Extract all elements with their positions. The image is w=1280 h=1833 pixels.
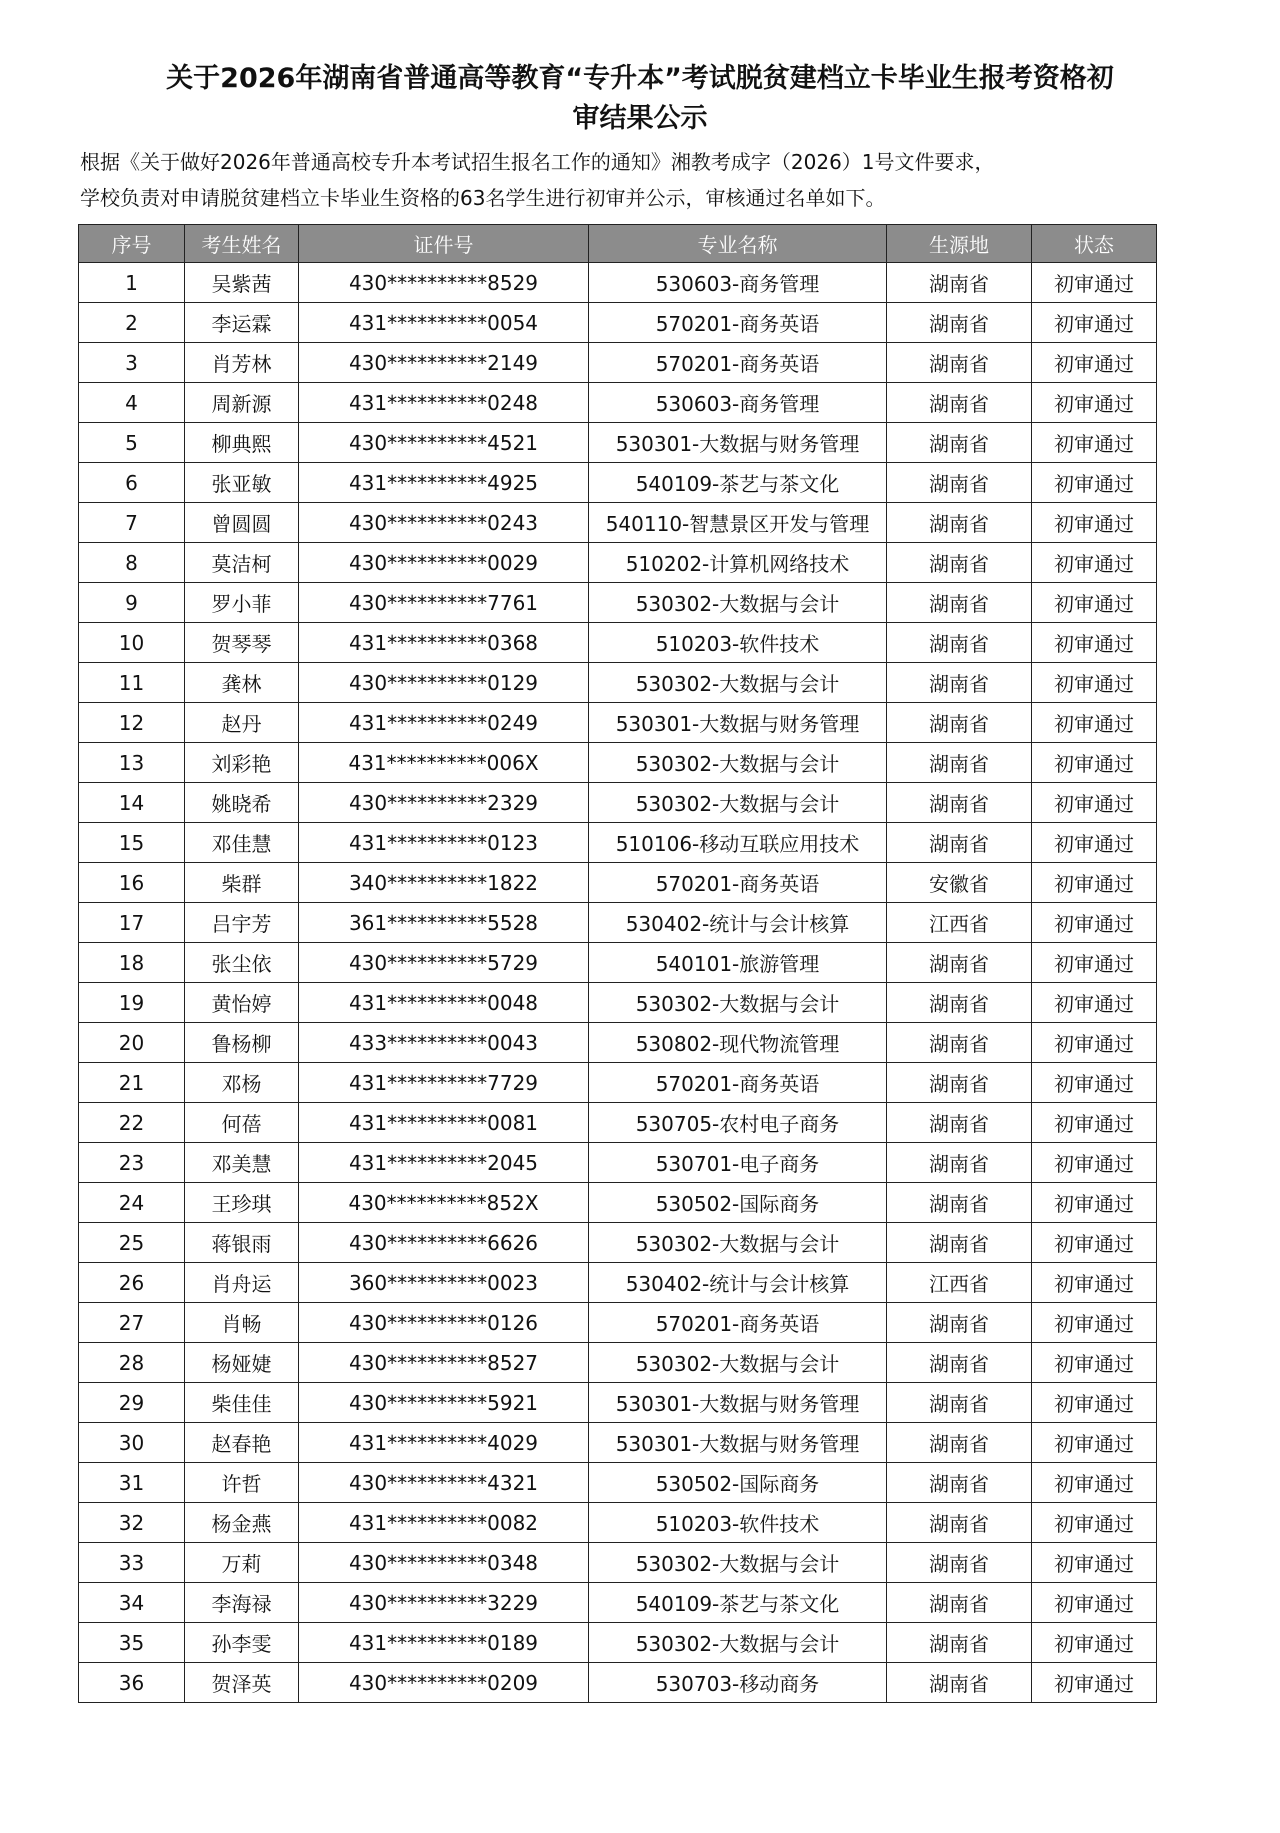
cell-origin: 湖南省 xyxy=(887,503,1032,543)
cell-id-number: 431**********0248 xyxy=(299,383,589,423)
cell-status: 初审通过 xyxy=(1032,543,1157,583)
cell-origin: 湖南省 xyxy=(887,1383,1032,1423)
cell-id-number: 431**********0368 xyxy=(299,623,589,663)
cell-origin: 湖南省 xyxy=(887,1023,1032,1063)
cell-origin: 湖南省 xyxy=(887,1423,1032,1463)
cell-id-number: 433**********0043 xyxy=(299,1023,589,1063)
cell-major: 530301-大数据与财务管理 xyxy=(589,1383,887,1423)
cell-serial: 24 xyxy=(79,1183,185,1223)
cell-serial: 3 xyxy=(79,343,185,383)
cell-origin: 湖南省 xyxy=(887,823,1032,863)
cell-major: 570201-商务英语 xyxy=(589,343,887,383)
cell-name: 蒋银雨 xyxy=(185,1223,299,1263)
cell-status: 初审通过 xyxy=(1032,1503,1157,1543)
cell-status: 初审通过 xyxy=(1032,583,1157,623)
cell-serial: 36 xyxy=(79,1663,185,1703)
cell-major: 530301-大数据与财务管理 xyxy=(589,1423,887,1463)
cell-origin: 湖南省 xyxy=(887,743,1032,783)
cell-id-number: 431**********4925 xyxy=(299,463,589,503)
cell-origin: 安徽省 xyxy=(887,863,1032,903)
table-row xyxy=(79,383,1157,423)
table-row xyxy=(79,343,1157,383)
cell-name: 张亚敏 xyxy=(185,463,299,503)
cell-major: 540109-茶艺与茶文化 xyxy=(589,1583,887,1623)
cell-status: 初审通过 xyxy=(1032,903,1157,943)
header-origin: 生源地 xyxy=(887,225,1032,263)
cell-name: 何蓓 xyxy=(185,1103,299,1143)
cell-id-number: 431**********0249 xyxy=(299,703,589,743)
cell-id-number: 431**********4029 xyxy=(299,1423,589,1463)
cell-major: 530603-商务管理 xyxy=(589,263,887,303)
cell-name: 莫洁柯 xyxy=(185,543,299,583)
cell-major: 570201-商务英语 xyxy=(589,863,887,903)
cell-id-number: 430**********4321 xyxy=(299,1463,589,1503)
cell-origin: 湖南省 xyxy=(887,1623,1032,1663)
cell-major: 510203-软件技术 xyxy=(589,1503,887,1543)
header-serial: 序号 xyxy=(79,225,185,263)
cell-major: 570201-商务英语 xyxy=(589,1063,887,1103)
cell-status: 初审通过 xyxy=(1032,1663,1157,1703)
table-row xyxy=(79,983,1157,1023)
cell-major: 530302-大数据与会计 xyxy=(589,783,887,823)
cell-id-number: 360**********0023 xyxy=(299,1263,589,1303)
table-row xyxy=(79,263,1157,303)
cell-id-number: 431**********0123 xyxy=(299,823,589,863)
cell-name: 吕宇芳 xyxy=(185,903,299,943)
cell-major: 510106-移动互联应用技术 xyxy=(589,823,887,863)
cell-id-number: 430**********0348 xyxy=(299,1543,589,1583)
table-row xyxy=(79,1103,1157,1143)
cell-serial: 32 xyxy=(79,1503,185,1543)
cell-origin: 湖南省 xyxy=(887,383,1032,423)
cell-serial: 11 xyxy=(79,663,185,703)
cell-name: 贺琴琴 xyxy=(185,623,299,663)
cell-major: 530705-农村电子商务 xyxy=(589,1103,887,1143)
cell-id-number: 431**********006X xyxy=(299,743,589,783)
table-row xyxy=(79,543,1157,583)
table-row xyxy=(79,1463,1157,1503)
table-row xyxy=(79,703,1157,743)
table-row xyxy=(79,663,1157,703)
cell-origin: 湖南省 xyxy=(887,623,1032,663)
cell-name: 杨娅婕 xyxy=(185,1343,299,1383)
cell-id-number: 430**********8529 xyxy=(299,263,589,303)
cell-id-number: 340**********1822 xyxy=(299,863,589,903)
cell-name: 邓杨 xyxy=(185,1063,299,1103)
cell-serial: 12 xyxy=(79,703,185,743)
cell-serial: 18 xyxy=(79,943,185,983)
cell-status: 初审通过 xyxy=(1032,1103,1157,1143)
cell-serial: 7 xyxy=(79,503,185,543)
cell-serial: 26 xyxy=(79,1263,185,1303)
cell-status: 初审通过 xyxy=(1032,743,1157,783)
cell-major: 570201-商务英语 xyxy=(589,1303,887,1343)
table-row xyxy=(79,1543,1157,1583)
cell-name: 杨金燕 xyxy=(185,1503,299,1543)
cell-origin: 湖南省 xyxy=(887,663,1032,703)
cell-name: 邓佳慧 xyxy=(185,823,299,863)
cell-serial: 2 xyxy=(79,303,185,343)
cell-major: 530402-统计与会计核算 xyxy=(589,903,887,943)
cell-major: 530301-大数据与财务管理 xyxy=(589,703,887,743)
cell-id-number: 431**********0081 xyxy=(299,1103,589,1143)
header-status: 状态 xyxy=(1032,225,1157,263)
cell-origin: 湖南省 xyxy=(887,1223,1032,1263)
cell-serial: 16 xyxy=(79,863,185,903)
cell-serial: 17 xyxy=(79,903,185,943)
cell-name: 吴紫茜 xyxy=(185,263,299,303)
cell-origin: 湖南省 xyxy=(887,1183,1032,1223)
cell-id-number: 431**********7729 xyxy=(299,1063,589,1103)
cell-origin: 湖南省 xyxy=(887,1663,1032,1703)
table-row xyxy=(79,863,1157,903)
cell-status: 初审通过 xyxy=(1032,383,1157,423)
cell-major: 530302-大数据与会计 xyxy=(589,743,887,783)
table-row xyxy=(79,943,1157,983)
cell-id-number: 430**********8527 xyxy=(299,1343,589,1383)
cell-id-number: 430**********5921 xyxy=(299,1383,589,1423)
cell-name: 肖芳林 xyxy=(185,343,299,383)
cell-status: 初审通过 xyxy=(1032,1383,1157,1423)
cell-major: 530802-现代物流管理 xyxy=(589,1023,887,1063)
cell-name: 龚林 xyxy=(185,663,299,703)
cell-origin: 湖南省 xyxy=(887,1103,1032,1143)
document-title-line-2: 审结果公示 xyxy=(572,103,708,134)
cell-major: 530302-大数据与会计 xyxy=(589,1343,887,1383)
cell-status: 初审通过 xyxy=(1032,303,1157,343)
cell-status: 初审通过 xyxy=(1032,1023,1157,1063)
cell-status: 初审通过 xyxy=(1032,1423,1157,1463)
cell-name: 许哲 xyxy=(185,1463,299,1503)
cell-major: 530302-大数据与会计 xyxy=(589,583,887,623)
table-row xyxy=(79,1263,1157,1303)
cell-name: 柴群 xyxy=(185,863,299,903)
cell-serial: 14 xyxy=(79,783,185,823)
cell-origin: 湖南省 xyxy=(887,1343,1032,1383)
cell-status: 初审通过 xyxy=(1032,1143,1157,1183)
cell-origin: 湖南省 xyxy=(887,423,1032,463)
table-row xyxy=(79,1503,1157,1543)
cell-status: 初审通过 xyxy=(1032,703,1157,743)
cell-origin: 湖南省 xyxy=(887,1303,1032,1343)
cell-id-number: 361**********5528 xyxy=(299,903,589,943)
table-row xyxy=(79,903,1157,943)
table-row xyxy=(79,303,1157,343)
table-row xyxy=(79,1423,1157,1463)
cell-id-number: 431**********0054 xyxy=(299,303,589,343)
cell-major: 530302-大数据与会计 xyxy=(589,1543,887,1583)
cell-id-number: 431**********0082 xyxy=(299,1503,589,1543)
cell-id-number: 430**********0243 xyxy=(299,503,589,543)
table-row xyxy=(79,823,1157,863)
cell-origin: 湖南省 xyxy=(887,343,1032,383)
cell-status: 初审通过 xyxy=(1032,983,1157,1023)
cell-id-number: 430**********0126 xyxy=(299,1303,589,1343)
cell-origin: 湖南省 xyxy=(887,1503,1032,1543)
cell-major: 540110-智慧景区开发与管理 xyxy=(589,503,887,543)
cell-origin: 江西省 xyxy=(887,1263,1032,1303)
cell-serial: 27 xyxy=(79,1303,185,1343)
cell-serial: 13 xyxy=(79,743,185,783)
table-row xyxy=(79,1583,1157,1623)
cell-name: 罗小菲 xyxy=(185,583,299,623)
cell-origin: 湖南省 xyxy=(887,1143,1032,1183)
cell-id-number: 430**********3229 xyxy=(299,1583,589,1623)
cell-major: 530502-国际商务 xyxy=(589,1463,887,1503)
header-id-number: 证件号 xyxy=(299,225,589,263)
cell-status: 初审通过 xyxy=(1032,1303,1157,1343)
cell-name: 王珍琪 xyxy=(185,1183,299,1223)
cell-major: 530302-大数据与会计 xyxy=(589,1623,887,1663)
cell-major: 530301-大数据与财务管理 xyxy=(589,423,887,463)
cell-name: 刘彩艳 xyxy=(185,743,299,783)
cell-id-number: 430**********5729 xyxy=(299,943,589,983)
cell-name: 肖畅 xyxy=(185,1303,299,1343)
cell-name: 贺泽英 xyxy=(185,1663,299,1703)
cell-origin: 湖南省 xyxy=(887,303,1032,343)
table-row xyxy=(79,1663,1157,1703)
cell-major: 530603-商务管理 xyxy=(589,383,887,423)
cell-origin: 江西省 xyxy=(887,903,1032,943)
cell-serial: 25 xyxy=(79,1223,185,1263)
cell-status: 初审通过 xyxy=(1032,1063,1157,1103)
header-name: 考生姓名 xyxy=(185,225,299,263)
cell-origin: 湖南省 xyxy=(887,1583,1032,1623)
cell-id-number: 430**********0129 xyxy=(299,663,589,703)
cell-name: 赵春艳 xyxy=(185,1423,299,1463)
cell-major: 540109-茶艺与茶文化 xyxy=(589,463,887,503)
cell-status: 初审通过 xyxy=(1032,623,1157,663)
cell-major: 530703-移动商务 xyxy=(589,1663,887,1703)
cell-id-number: 430**********7761 xyxy=(299,583,589,623)
cell-origin: 湖南省 xyxy=(887,543,1032,583)
table-row xyxy=(79,1183,1157,1223)
cell-origin: 湖南省 xyxy=(887,1063,1032,1103)
cell-status: 初审通过 xyxy=(1032,663,1157,703)
cell-id-number: 430**********0209 xyxy=(299,1663,589,1703)
table-row xyxy=(79,463,1157,503)
cell-status: 初审通过 xyxy=(1032,503,1157,543)
cell-name: 柴佳佳 xyxy=(185,1383,299,1423)
cell-origin: 湖南省 xyxy=(887,783,1032,823)
cell-status: 初审通过 xyxy=(1032,423,1157,463)
cell-major: 530701-电子商务 xyxy=(589,1143,887,1183)
cell-major: 530502-国际商务 xyxy=(589,1183,887,1223)
intro-paragraph-line-1: 根据《关于做好2026年普通高校专升本考试招生报名工作的通知》湘教考成字（2026）1号文件要求， xyxy=(80,150,995,174)
cell-origin: 湖南省 xyxy=(887,703,1032,743)
cell-origin: 湖南省 xyxy=(887,1543,1032,1583)
cell-origin: 湖南省 xyxy=(887,943,1032,983)
cell-serial: 35 xyxy=(79,1623,185,1663)
cell-name: 姚晓希 xyxy=(185,783,299,823)
table-row xyxy=(79,1303,1157,1343)
cell-serial: 21 xyxy=(79,1063,185,1103)
cell-serial: 4 xyxy=(79,383,185,423)
cell-serial: 33 xyxy=(79,1543,185,1583)
cell-status: 初审通过 xyxy=(1032,1183,1157,1223)
cell-serial: 10 xyxy=(79,623,185,663)
cell-id-number: 430**********852X xyxy=(299,1183,589,1223)
table-row xyxy=(79,1143,1157,1183)
cell-status: 初审通过 xyxy=(1032,863,1157,903)
cell-id-number: 430**********0029 xyxy=(299,543,589,583)
cell-serial: 9 xyxy=(79,583,185,623)
cell-major: 530302-大数据与会计 xyxy=(589,983,887,1023)
cell-status: 初审通过 xyxy=(1032,263,1157,303)
table-row xyxy=(79,503,1157,543)
cell-major: 530302-大数据与会计 xyxy=(589,663,887,703)
table-header-row xyxy=(79,225,1157,263)
cell-status: 初审通过 xyxy=(1032,943,1157,983)
intro-paragraph-line-2: 学校负责对申请脱贫建档立卡毕业生资格的63名学生进行初审并公示，审核通过名单如下。 xyxy=(80,186,886,210)
cell-major: 530302-大数据与会计 xyxy=(589,1223,887,1263)
cell-name: 柳典熙 xyxy=(185,423,299,463)
cell-status: 初审通过 xyxy=(1032,1223,1157,1263)
cell-name: 周新源 xyxy=(185,383,299,423)
table-row xyxy=(79,783,1157,823)
table-row xyxy=(79,1223,1157,1263)
table-row xyxy=(79,583,1157,623)
document-title-line-1: 关于2026年湖南省普通高等教育“专升本”考试脱贫建档立卡毕业生报考资格初 xyxy=(166,63,1114,94)
cell-origin: 湖南省 xyxy=(887,463,1032,503)
cell-name: 万莉 xyxy=(185,1543,299,1583)
cell-name: 李海禄 xyxy=(185,1583,299,1623)
cell-serial: 34 xyxy=(79,1583,185,1623)
header-major: 专业名称 xyxy=(589,225,887,263)
table-row xyxy=(79,623,1157,663)
cell-serial: 28 xyxy=(79,1343,185,1383)
cell-serial: 30 xyxy=(79,1423,185,1463)
cell-status: 初审通过 xyxy=(1032,1263,1157,1303)
cell-name: 孙李雯 xyxy=(185,1623,299,1663)
cell-status: 初审通过 xyxy=(1032,783,1157,823)
cell-major: 530402-统计与会计核算 xyxy=(589,1263,887,1303)
cell-status: 初审通过 xyxy=(1032,343,1157,383)
cell-name: 曾圆圆 xyxy=(185,503,299,543)
cell-id-number: 431**********0048 xyxy=(299,983,589,1023)
table-row xyxy=(79,1063,1157,1103)
table-row xyxy=(79,1383,1157,1423)
cell-status: 初审通过 xyxy=(1032,1583,1157,1623)
cell-id-number: 431**********2045 xyxy=(299,1143,589,1183)
cell-status: 初审通过 xyxy=(1032,1463,1157,1503)
cell-major: 510203-软件技术 xyxy=(589,623,887,663)
cell-serial: 22 xyxy=(79,1103,185,1143)
cell-major: 570201-商务英语 xyxy=(589,303,887,343)
cell-origin: 湖南省 xyxy=(887,983,1032,1023)
cell-serial: 8 xyxy=(79,543,185,583)
cell-status: 初审通过 xyxy=(1032,1543,1157,1583)
results-table xyxy=(78,224,1157,1703)
cell-origin: 湖南省 xyxy=(887,583,1032,623)
cell-serial: 20 xyxy=(79,1023,185,1063)
table-row xyxy=(79,423,1157,463)
cell-status: 初审通过 xyxy=(1032,1623,1157,1663)
cell-name: 黄怡婷 xyxy=(185,983,299,1023)
cell-serial: 5 xyxy=(79,423,185,463)
cell-id-number: 430**********6626 xyxy=(299,1223,589,1263)
table-row xyxy=(79,743,1157,783)
cell-serial: 6 xyxy=(79,463,185,503)
cell-origin: 湖南省 xyxy=(887,1463,1032,1503)
cell-major: 540101-旅游管理 xyxy=(589,943,887,983)
cell-serial: 31 xyxy=(79,1463,185,1503)
cell-serial: 29 xyxy=(79,1383,185,1423)
cell-serial: 19 xyxy=(79,983,185,1023)
cell-major: 510202-计算机网络技术 xyxy=(589,543,887,583)
table-row xyxy=(79,1023,1157,1063)
cell-status: 初审通过 xyxy=(1032,823,1157,863)
cell-name: 鲁杨柳 xyxy=(185,1023,299,1063)
cell-name: 张尘依 xyxy=(185,943,299,983)
cell-id-number: 430**********2329 xyxy=(299,783,589,823)
cell-id-number: 430**********2149 xyxy=(299,343,589,383)
cell-id-number: 431**********0189 xyxy=(299,1623,589,1663)
cell-serial: 15 xyxy=(79,823,185,863)
table-row xyxy=(79,1623,1157,1663)
cell-status: 初审通过 xyxy=(1032,463,1157,503)
cell-id-number: 430**********4521 xyxy=(299,423,589,463)
cell-name: 肖舟运 xyxy=(185,1263,299,1303)
table-row xyxy=(79,1343,1157,1383)
cell-origin: 湖南省 xyxy=(887,263,1032,303)
cell-serial: 1 xyxy=(79,263,185,303)
cell-name: 邓美慧 xyxy=(185,1143,299,1183)
cell-name: 赵丹 xyxy=(185,703,299,743)
cell-name: 李运霖 xyxy=(185,303,299,343)
cell-status: 初审通过 xyxy=(1032,1343,1157,1383)
cell-serial: 23 xyxy=(79,1143,185,1183)
